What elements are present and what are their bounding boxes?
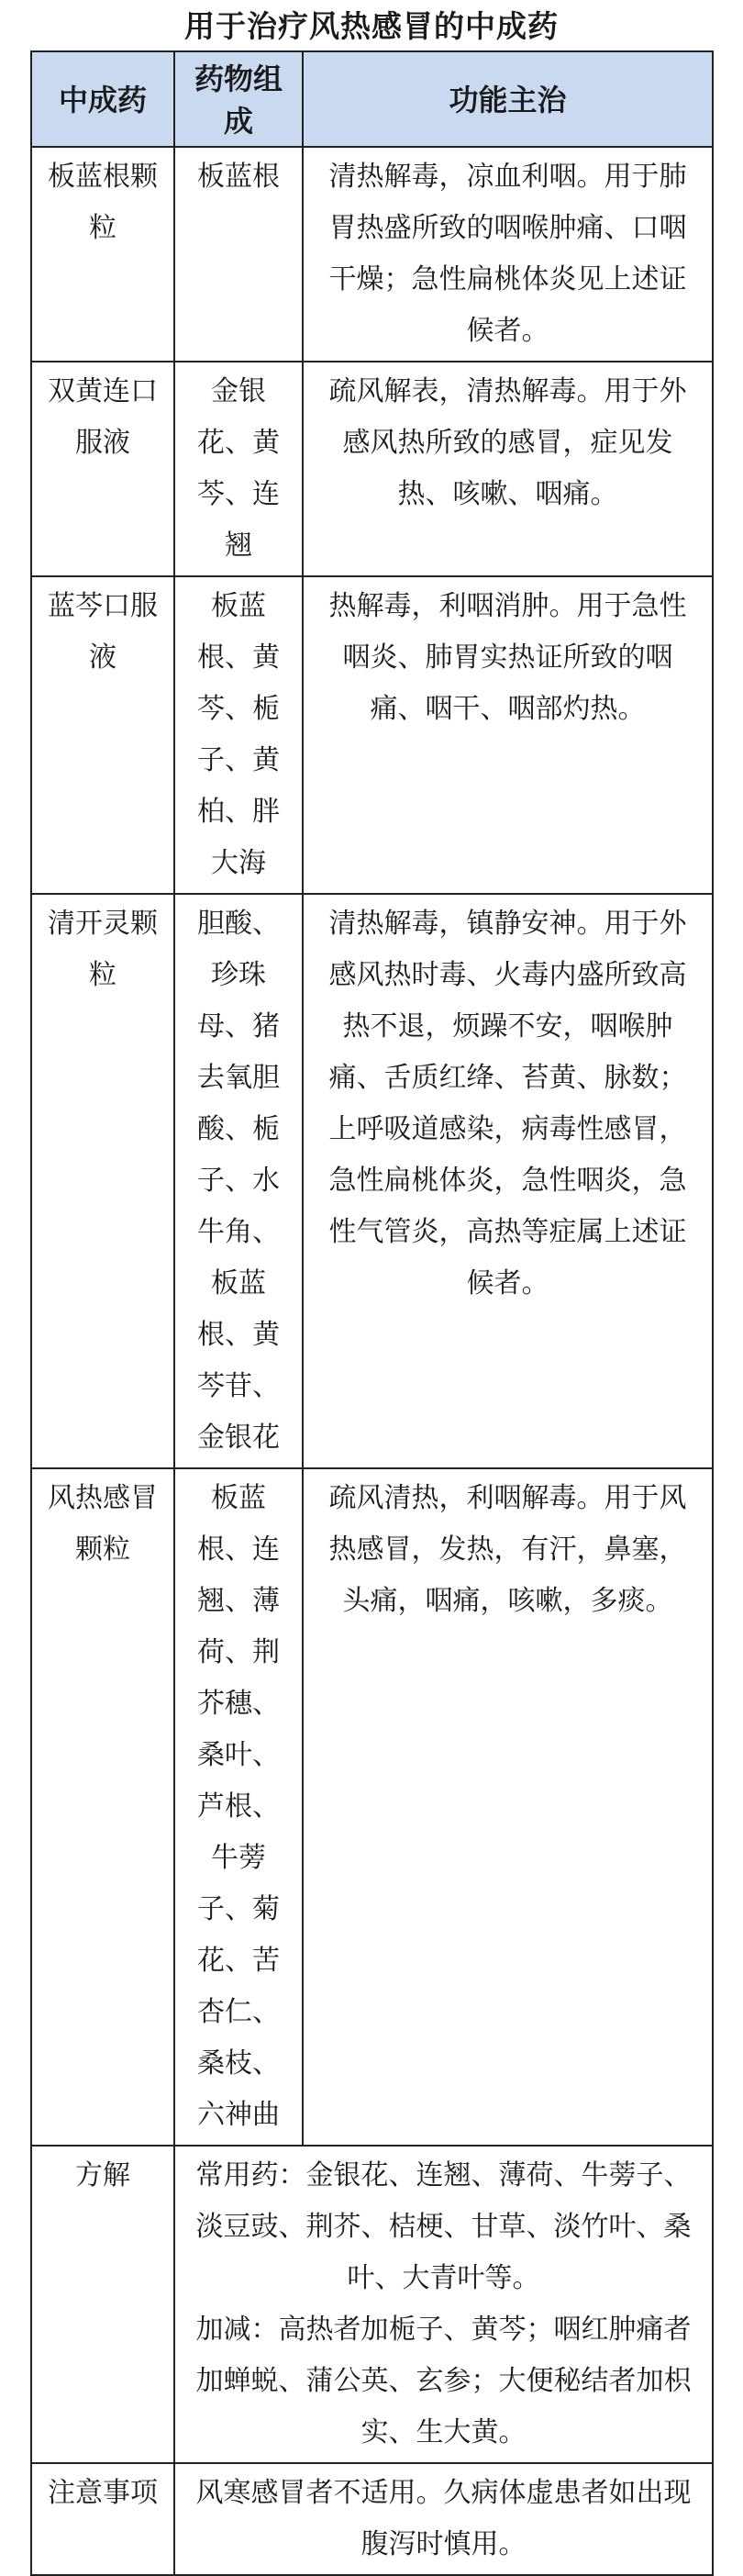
notes-label: 注意事项 <box>31 2463 174 2575</box>
table-header-row <box>31 51 713 147</box>
notes-text: 风寒感冒者不适用。久病体虚患者如出现腹泻时慎用。 <box>174 2463 713 2575</box>
fangjie-common: 常用药：金银花、连翘、薄荷、牛蒡子、淡豆豉、荆芥、桔梗、甘草、淡竹叶、桑叶、大青叶等。 <box>195 2159 692 2294</box>
medicine-name: 双黄连口服液 <box>31 362 174 576</box>
header-name: 中成药 <box>31 51 174 147</box>
table-row <box>31 147 713 362</box>
medicine-ingredients: 板蓝根 <box>174 147 303 362</box>
fangjie-row <box>31 2146 713 2463</box>
medicine-name: 蓝芩口服液 <box>31 576 174 894</box>
medicine-ingredients: 板蓝根、连翘、薄荷、荆芥穗、桑叶、芦根、牛蒡子、菊花、苦杏仁、桑枝、六神曲 <box>174 1468 303 2146</box>
fangjie-modify: 加减：高热者加栀子、黄芩；咽红肿痛者加蝉蜕、蒲公英、玄参；大便秘结者加枳实、生大黄。 <box>195 2314 692 2448</box>
medicine-name: 板蓝根颗粒 <box>31 147 174 362</box>
medicine-function: 清热解毒，镇静安神。用于外感风热时毒、火毒内盛所致高热不退，烦躁不安，咽喉肿痛、舌质红绛、苔黄、脉数；上呼吸道感染，病毒性感冒，急性扁桃体炎，急性咽炎，急性气管炎，高热等症属上述证候者。 <box>303 894 713 1468</box>
medicine-name: 清开灵颗粒 <box>31 894 174 1468</box>
medicine-ingredients: 板蓝根、黄芩、栀子、黄柏、胖大海 <box>174 576 303 894</box>
header-ingredients: 药物组成 <box>174 51 303 147</box>
medicine-ingredients: 胆酸、珍珠母、猪去氧胆酸、栀子、水牛角、板蓝根、黄芩苷、金银花 <box>174 894 303 1468</box>
table-row <box>31 362 713 576</box>
medicine-table <box>30 50 714 2576</box>
fangjie-content <box>174 2146 713 2463</box>
medicine-name: 风热感冒颗粒 <box>31 1468 174 2146</box>
medicine-ingredients: 金银花、黄芩、连翘 <box>174 362 303 576</box>
medicine-function: 疏风解表，清热解毒。用于外感风热所致的感冒，症见发热、咳嗽、咽痛。 <box>303 362 713 576</box>
header-function: 功能主治 <box>303 51 713 147</box>
table-row <box>31 576 713 894</box>
medicine-function: 疏风清热，利咽解毒。用于风热感冒，发热，有汗，鼻塞，头痛，咽痛，咳嗽，多痰。 <box>303 1468 713 2146</box>
notes-row <box>31 2463 713 2575</box>
fangjie-label: 方解 <box>31 2146 174 2463</box>
table-row <box>31 1468 713 2146</box>
page-title: 用于治疗风热感冒的中成药 <box>184 8 559 44</box>
medicine-function: 热解毒，利咽消肿。用于急性咽炎、肺胃实热证所致的咽痛、咽干、咽部灼热。 <box>303 576 713 894</box>
medicine-function: 清热解毒，凉血利咽。用于肺胃热盛所致的咽喉肿痛、口咽干燥；急性扁桃体炎见上述证候者。 <box>303 147 713 362</box>
table-row <box>31 894 713 1468</box>
